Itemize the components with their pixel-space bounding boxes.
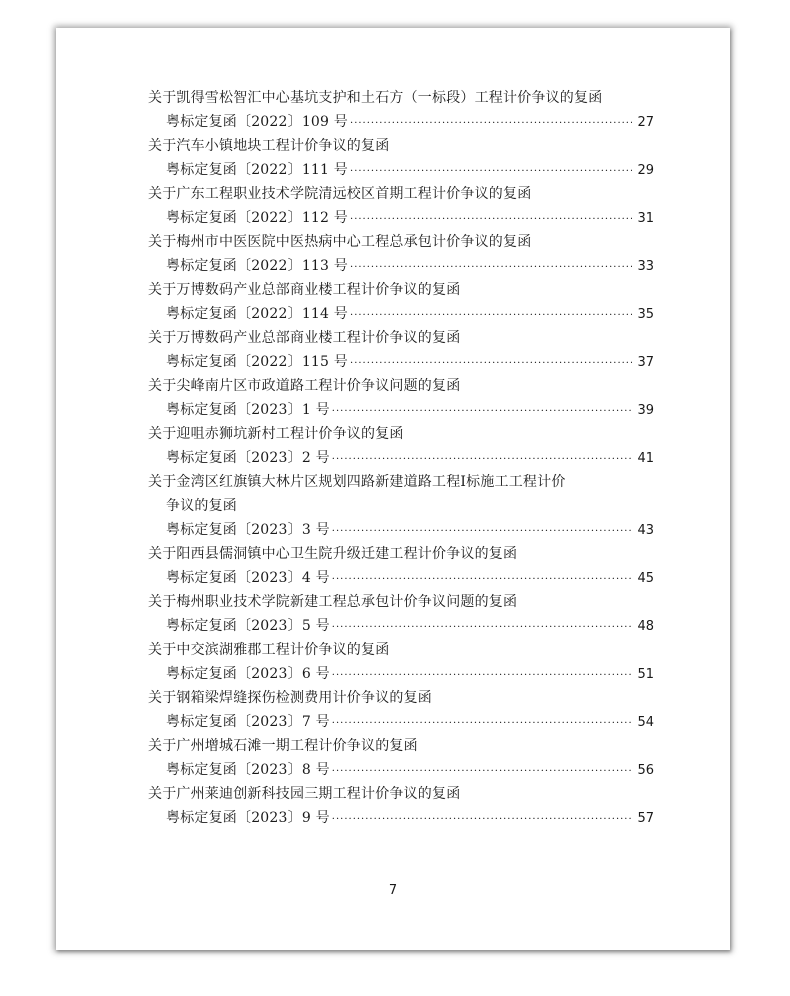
toc-entry-ref-line: [148, 758, 654, 782]
toc-entry-page: 27: [637, 115, 654, 130]
toc-entry: [148, 230, 654, 278]
document-page: [56, 28, 730, 950]
toc-entry-ref: 粤标定复函〔2023〕7 号: [166, 714, 330, 730]
toc-entry-ref: 粤标定复函〔2023〕2 号: [166, 450, 330, 466]
toc-entry: [148, 686, 654, 734]
toc-entry-ref-line: [148, 158, 654, 182]
toc-entry-title: 关于梅州市中医医院中医热病中心工程总承包计价争议的复函: [148, 234, 532, 250]
toc-entry-ref-line: [148, 446, 654, 470]
dot-leader: [332, 616, 632, 640]
toc-entry-ref-line: [148, 566, 654, 590]
dot-leader: [350, 304, 632, 328]
toc-entry-title: 关于金湾区红旗镇大林片区规划四路新建道路工程Ⅰ标施工工程计价: [148, 474, 566, 490]
toc-entry-ref-line: [148, 806, 654, 830]
toc-entry: [148, 134, 654, 182]
toc-entry-title-continued: 争议的复函: [166, 498, 237, 514]
toc-entry: [148, 638, 654, 686]
toc-entry-page: 35: [637, 307, 654, 322]
dot-leader: [332, 568, 632, 592]
toc-entry-ref: 粤标定复函〔2023〕1 号: [166, 402, 330, 418]
toc-entry: [148, 86, 654, 134]
toc-entry-ref-line: [148, 254, 654, 278]
toc-entry-title: 关于广东工程职业技术学院清远校区首期工程计价争议的复函: [148, 186, 532, 202]
toc-entry-title: 关于广州莱迪创新科技园三期工程计价争议的复函: [148, 786, 461, 802]
dot-leader: [332, 520, 632, 544]
toc-entry-ref: 粤标定复函〔2022〕115 号: [166, 354, 349, 370]
toc-entry-title: 关于钢箱梁焊缝探伤检测费用计价争议的复函: [148, 690, 432, 706]
toc-entry-title: 关于阳西县儒洞镇中心卫生院升级迁建工程计价争议的复函: [148, 546, 518, 562]
dot-leader: [350, 160, 632, 184]
toc-entry-ref-line: [148, 110, 654, 134]
toc-entry-ref-line: [148, 614, 654, 638]
toc-entry-ref-line: [148, 350, 654, 374]
toc-entry-ref: 粤标定复函〔2022〕112 号: [166, 210, 349, 226]
toc-entry-title: 关于中交滨湖雅郡工程计价争议的复函: [148, 642, 390, 658]
toc-entry-page: 37: [637, 355, 654, 370]
toc-entry-page: 31: [637, 211, 654, 226]
toc-entry-title: 关于万博数码产业总部商业楼工程计价争议的复函: [148, 330, 461, 346]
toc-entry: [148, 422, 654, 470]
toc-entry-page: 39: [637, 403, 654, 418]
toc-entry-page: 48: [637, 619, 654, 634]
toc-entry-title: 关于尖峰南片区市政道路工程计价争议问题的复函: [148, 378, 461, 394]
dot-leader: [350, 256, 632, 280]
dot-leader: [350, 112, 632, 136]
toc-entry-page: 45: [637, 571, 654, 586]
toc-entry-title: 关于汽车小镇地块工程计价争议的复函: [148, 138, 390, 154]
toc-entry-page: 41: [637, 451, 654, 466]
toc-entry-title: 关于凯得雪松智汇中心基坑支护和土石方（一标段）工程计价争议的复函: [148, 90, 603, 106]
toc-entry: [148, 182, 654, 230]
toc-entry-ref: 粤标定复函〔2022〕114 号: [166, 306, 349, 322]
toc-entry-page: 29: [637, 163, 654, 178]
toc-entry: [148, 326, 654, 374]
toc-entry-ref: 粤标定复函〔2023〕5 号: [166, 618, 330, 634]
toc-entry-ref-line: [148, 302, 654, 326]
toc-entry-title: 关于梅州职业技术学院新建工程总承包计价争议问题的复函: [148, 594, 518, 610]
toc-entry-ref-line: [148, 662, 654, 686]
toc-entry: [148, 734, 654, 782]
toc-entry-page: 51: [637, 667, 654, 682]
toc-entry-ref: 粤标定复函〔2022〕109 号: [166, 114, 349, 130]
toc-entry-ref: 粤标定复函〔2023〕8 号: [166, 762, 330, 778]
toc-entry-ref: 粤标定复函〔2023〕9 号: [166, 810, 330, 826]
dot-leader: [332, 808, 632, 832]
toc-entry-ref: 粤标定复函〔2022〕113 号: [166, 258, 349, 274]
toc-entry-page: 57: [637, 811, 654, 826]
dot-leader: [332, 400, 632, 424]
toc-entry-ref-line: [148, 398, 654, 422]
toc-entry-page: 56: [637, 763, 654, 778]
toc-entry-page: 54: [637, 715, 654, 730]
toc-entry: [148, 542, 654, 590]
dot-leader: [350, 208, 632, 232]
dot-leader: [332, 664, 632, 688]
toc-entry: [148, 590, 654, 638]
toc-entry-title: 关于迎咀赤狮坑新村工程计价争议的复函: [148, 426, 404, 442]
toc-entry: [148, 374, 654, 422]
toc-entry-ref: 粤标定复函〔2023〕6 号: [166, 666, 330, 682]
dot-leader: [332, 712, 632, 736]
toc-entry-title: 关于广州增城石滩一期工程计价争议的复函: [148, 738, 418, 754]
toc-entry-ref-line: [148, 206, 654, 230]
toc-entry: [148, 470, 654, 542]
page-number: 7: [388, 883, 398, 898]
toc-entry-ref: 粤标定复函〔2023〕3 号: [166, 522, 330, 538]
toc-entry-ref: 粤标定复函〔2023〕4 号: [166, 570, 330, 586]
toc-entry: [148, 782, 654, 830]
dot-leader: [350, 352, 632, 376]
toc-entry-page: 43: [637, 523, 654, 538]
dot-leader: [332, 448, 632, 472]
toc-entry-page: 33: [637, 259, 654, 274]
table-of-contents: [148, 86, 654, 830]
toc-entry: [148, 278, 654, 326]
toc-entry-title: 关于万博数码产业总部商业楼工程计价争议的复函: [148, 282, 461, 298]
toc-entry-ref-line: [148, 518, 654, 542]
toc-entry-ref-line: [148, 710, 654, 734]
toc-entry-ref: 粤标定复函〔2022〕111 号: [166, 162, 349, 178]
dot-leader: [332, 760, 632, 784]
